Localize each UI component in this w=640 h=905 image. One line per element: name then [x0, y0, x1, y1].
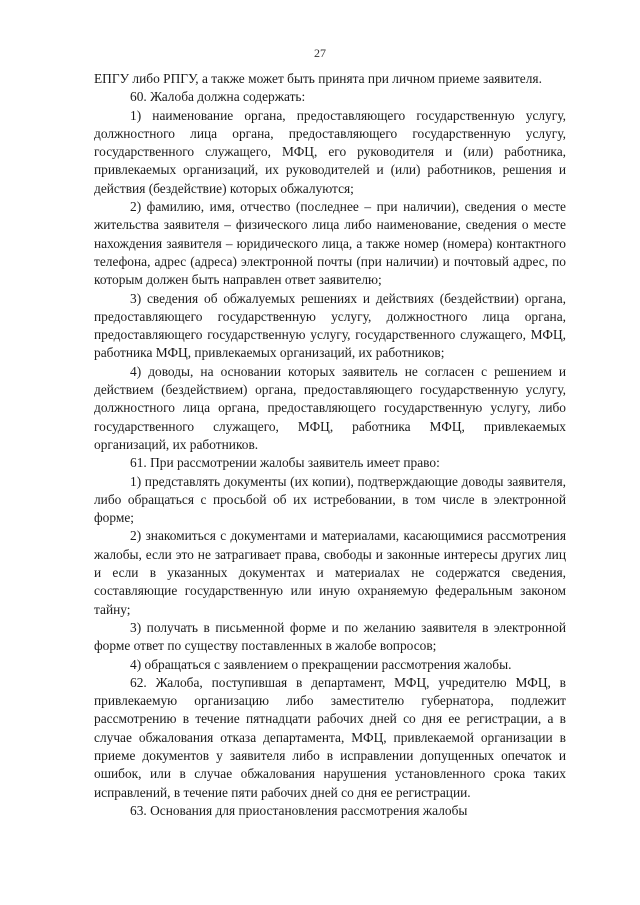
- page-number: 27: [314, 46, 326, 60]
- paragraph-61-item-4: 4) обращаться с заявлением о прекращении рассмотрения жалобы.: [130, 656, 512, 672]
- paragraph-61-item-2: 2) знакомиться с документами и материалами, касающимися рассмотрения жалобы, если это не затрагивает права, свободы и законные интересы других лиц и если в указанных документах и материалах не содержатся сведения, составляющие государственную или иную охраняемую федеральным законом тайну;: [94, 528, 566, 617]
- paragraph-61-item-1: 1) представлять документы (их копии), подтверждающие доводы заявителя, либо обращаться с просьбой об их истребовании, в том числе в электронной форме;: [94, 473, 566, 526]
- body-text: [94, 70, 566, 820]
- paragraph-60-heading: 60. Жалоба должна содержать:: [130, 89, 306, 105]
- paragraph-60-item-3: 3) сведения об обжалуемых решениях и действиях (бездействии) органа, предоставляющего государственную услугу, должностного лица органа, предоставляющего государственную услугу, государственного служащего, МФЦ, работника МФЦ, привлекаемых организаций, их работников;: [94, 290, 566, 361]
- paragraph-61-item-3: 3) получать в письменной форме и по желанию заявителя в электронной форме ответ по существу поставленных в жалобе вопросов;: [94, 619, 566, 654]
- paragraph-62: 62. Жалоба, поступившая в департамент, МФЦ, учредителю МФЦ, в привлекаемую организацию либо заместителю губернатора, подлежит рассмотрению в течение пятнадцати рабочих дней со дня ее регистрации, а в случае обжалования отказа департамента, МФЦ, привлекаемой организации в приеме документов у заявителя либо в исправлении допущенных опечаток и ошибок, или в случае обжалования нарушения установленного срока таких исправлений, в течение пяти рабочих дней со дня ее регистрации.: [94, 674, 566, 800]
- paragraph-continuation: ЕПГУ либо РПГУ, а также может быть принята при личном приеме заявителя.: [94, 71, 542, 86]
- paragraph-60-item-4: 4) доводы, на основании которых заявитель не согласен с решением и действием (бездействием) органа, предоставляющего государственную услугу, должностного лица органа, предоставляющего государственную услугу, либо государственного служащего, МФЦ, работника МФЦ, привлекаемых организаций, их работников.: [94, 363, 566, 452]
- paragraph-60-item-2: 2) фамилию, имя, отчество (последнее – при наличии), сведения о месте жительства заявителя – физического лица либо наименование, сведения о месте нахождения заявителя – юридического лица, а также номер (номера) контактного телефона, адрес (адреса) электронной почты (при наличии) и почтовый адрес, по которым должен быть направлен ответ заявителю;: [94, 199, 566, 288]
- paragraph-63: 63. Основания для приостановления рассмотрения жалобы: [130, 802, 468, 818]
- paragraph-61-heading: 61. При рассмотрении жалобы заявитель имеет право:: [130, 455, 440, 471]
- paragraph-60-item-1: 1) наименование органа, предоставляющего государственную услугу, должностного лица органа, предоставляющего государственную услугу, государственного служащего, МФЦ, его руководителя и (или) работника, привлекаемых организаций, их руководителей и (или) работников, решения и действия (бездействие) которых обжалуются;: [94, 107, 566, 196]
